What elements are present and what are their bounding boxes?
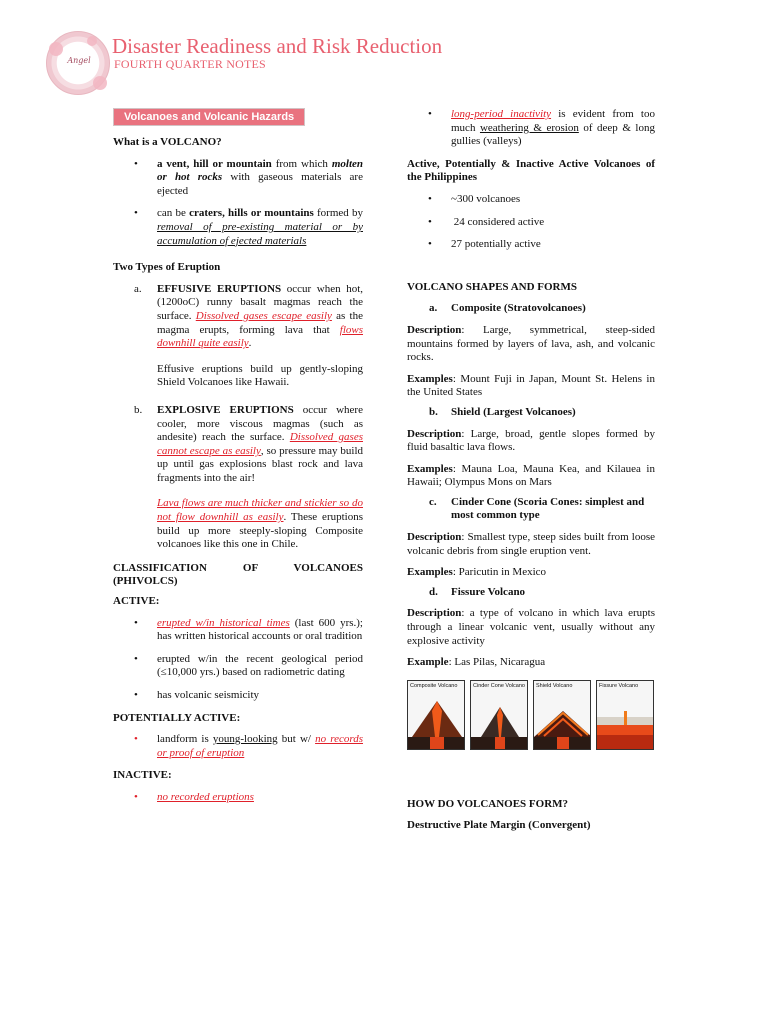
- fissure-description: Description: a type of volcano in which lava erupts through a linear volcanic vent, usually without any explosive activity: [407, 607, 655, 647]
- definition-list: [113, 158, 363, 249]
- active-list: [113, 617, 363, 703]
- list-item: • ~300 volcanoes: [407, 193, 655, 207]
- list-item: • no recorded eruptions: [113, 791, 363, 805]
- volcano-types-image: [407, 680, 655, 750]
- list-item: • long-period inactivity is evident from too much weathering & erosion of deep & long gullies (valleys): [407, 108, 655, 149]
- fissure-volcano-image: Fissure Volcano: [596, 680, 654, 750]
- shapes-heading: VOLCANO SHAPES AND FORMS: [407, 280, 577, 293]
- shield-examples: Examples: Mauna Loa, Mauna Kea, and Kilauea in Hawaii; Olympus Mons on Mars: [407, 462, 655, 489]
- inactive-heading: INACTIVE:: [113, 769, 172, 782]
- potential-heading: POTENTIALLY ACTIVE:: [113, 711, 241, 724]
- document-subtitle: FOURTH QUARTER NOTES: [114, 57, 266, 71]
- list-item: • has volcanic seismicity: [113, 689, 363, 703]
- fissure-examples: Example: Las Pilas, Nicaragua: [407, 656, 546, 669]
- philippines-heading: Active, Potentially & Inactive Active Volcanoes of the Philippines: [407, 157, 655, 184]
- cinder-heading: c. Cinder Cone (Scoria Cones: simplest and most common type: [429, 495, 645, 522]
- destructive-margin-heading: Destructive Plate Margin (Convergent): [407, 819, 591, 832]
- philippines-list: [407, 193, 655, 252]
- shield-volcano-image: Shield Volcano: [533, 680, 591, 750]
- cinder-cone-volcano-image: Cinder Cone Volcano: [470, 680, 528, 750]
- classification-heading: CLASSIFICATION OF VOLCANOES (PHIVOLCS): [113, 561, 363, 588]
- section-banner: Volcanoes and Volcanic Hazards: [113, 108, 305, 126]
- list-item: • 24 considered active: [407, 216, 655, 230]
- effusive-note: Effusive eruptions build up gently-sloping Shield Volcanoes like Hawaii.: [157, 362, 363, 389]
- list-item: • landform is young-looking but w/ no records or proof of eruption: [113, 733, 363, 760]
- logo-seal: Angel: [46, 31, 110, 95]
- inactive-list-continued: [407, 108, 655, 149]
- list-item: • 27 potentially active: [407, 238, 655, 252]
- list-item: • erupted w/in historical times (last 600 yrs.); has written historical accounts or oral tradition: [113, 617, 363, 644]
- active-heading: ACTIVE:: [113, 595, 160, 608]
- document-title: Disaster Readiness and Risk Reduction: [112, 34, 443, 58]
- list-item: • erupted w/in the recent geological period (≤10,000 yrs.) based on radiometric dating: [113, 653, 363, 680]
- how-volcanoes-form-heading: HOW DO VOLCANOES FORM?: [407, 797, 569, 810]
- potential-list: [113, 733, 363, 760]
- effusive-item: a. EFFUSIVE ERUPTIONS occur when hot, (1200oC) runny basalt magmas reach the surface. Dissolved gases escape easily as the magma erupts, forming lava that flows downhill quite easily. Effusive eruptions build up gently-sloping Shield Volcanoes like Hawaii.: [134, 282, 364, 389]
- list-item: • a vent, hill or mountain from which molten or hot rocks with gaseous materials are ejected: [113, 158, 363, 199]
- composite-description: Description: Large, symmetrical, steep-sided mountains formed by layers of lava, ash, and volcanic rocks.: [407, 323, 655, 364]
- list-item: • can be craters, hills or mountains formed by removal of pre-existing material or by accumulation of ejected materials: [113, 207, 363, 248]
- right-column: [407, 108, 655, 833]
- composite-volcano-image: Composite Volcano: [407, 680, 465, 750]
- fissure-heading: d. Fissure Volcano: [429, 585, 526, 598]
- composite-heading: a. Composite (Stratovolcanoes): [429, 302, 586, 315]
- what-is-heading: What is a VOLCANO?: [113, 136, 222, 148]
- eruption-types-heading: Two Types of Eruption: [113, 261, 221, 274]
- inactive-list: [113, 791, 363, 805]
- explosive-item: b. EXPLOSIVE ERUPTIONS occur where cooler, more viscous magmas (such as andesite) reach the surface. Dissolved gases cannot escape as easily, so pressure may build up until gas explosions blast rock and lava fragments into the air! Lava flows are much thicker and stickier so do not flow downhill as easily. These eruptions build up more steeply-sloping Composite volcanoes like this one in Chile.: [134, 403, 363, 551]
- shield-description: Description: Large, broad, gentle slopes formed by fluid basaltic lava flows.: [407, 427, 655, 454]
- cinder-examples: Examples: Paricutin in Mexico: [407, 566, 547, 579]
- cinder-description: Description: Smallest type, steep sides built from loose volcanic debris from single eruption vent.: [407, 531, 655, 557]
- page-header: [40, 28, 740, 98]
- composite-examples: Examples: Mount Fuji in Japan, Mount St. Helens in the United States: [407, 372, 655, 399]
- shield-heading: b. Shield (Largest Volcanoes): [429, 405, 576, 418]
- left-column: [113, 108, 363, 814]
